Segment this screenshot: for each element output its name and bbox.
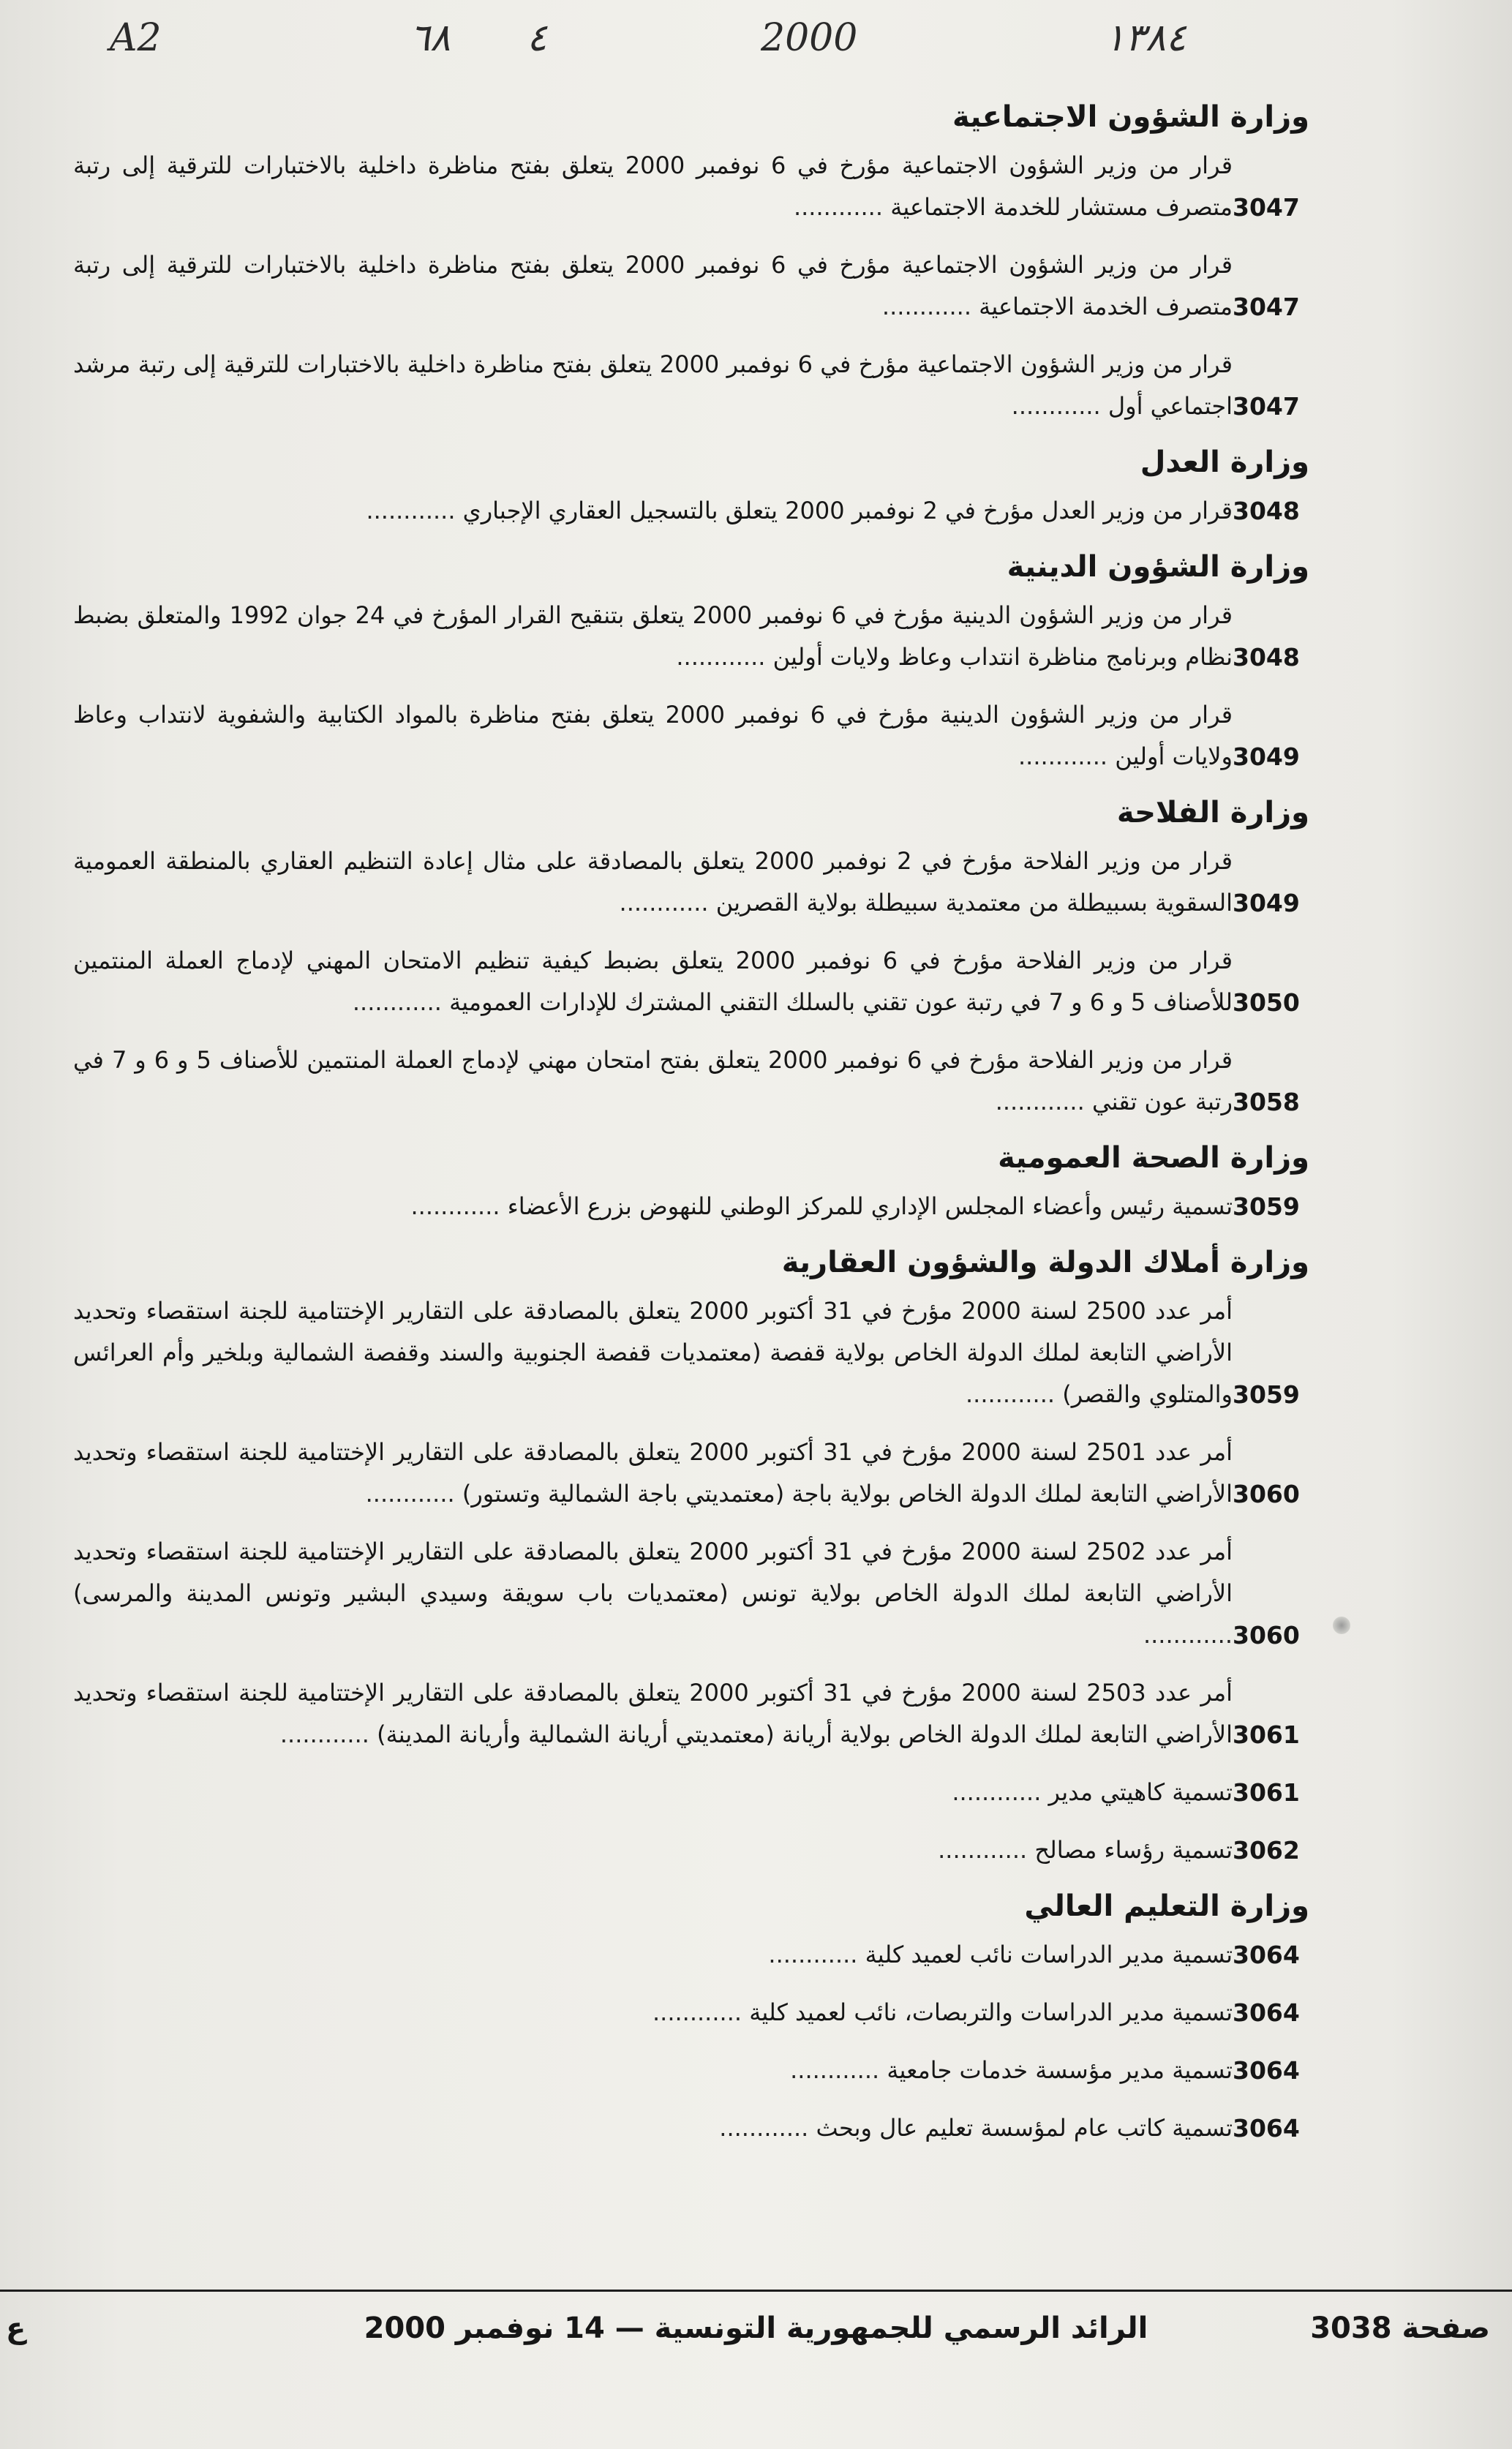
entry-page-number: 3064 bbox=[1233, 2056, 1300, 2085]
entry-page-number: 3049 bbox=[1233, 742, 1300, 771]
entry-text bbox=[73, 2107, 1233, 2149]
entry-page-number: 3061 bbox=[1233, 1778, 1300, 1807]
entry-text bbox=[73, 2050, 1233, 2091]
ministry-heading: وزارة التعليم العالي bbox=[1024, 1889, 1309, 1923]
punch-hole bbox=[1333, 1617, 1350, 1634]
dot-leader: ............ bbox=[619, 889, 716, 917]
entry-text bbox=[73, 145, 1233, 228]
ministry-heading: وزارة العدل bbox=[1140, 445, 1309, 479]
toc-entry bbox=[73, 1772, 1309, 1813]
dot-leader: ............ bbox=[676, 643, 773, 671]
dot-leader: ............ bbox=[966, 1380, 1063, 1408]
dot-leader: ............ bbox=[768, 1941, 865, 1968]
entry-text bbox=[73, 1992, 1233, 2034]
dot-leader: ............ bbox=[1143, 1621, 1233, 1649]
entry-title: أمر عدد 2503 لسنة 2000 مؤرخ في 31 أكتوبر 2000 يتعلق بالمصادقة على التقارير الإختتامية للجنة استقصاء وتحديد الأراضي التابعة لملك الدولة الخاص بولاية أريانة (معتمديتي أريانة الشمالية وأريانة المدينة) bbox=[73, 1679, 1233, 1748]
handwritten-note: ١٣٨٤ bbox=[1105, 16, 1186, 60]
entry-page-number: 3047 bbox=[1233, 193, 1300, 222]
toc-entry bbox=[73, 940, 1309, 1023]
entry-title: قرار من وزير الشؤون الاجتماعية مؤرخ في 6 نوفمبر 2000 يتعلق بفتح مناظرة داخلية بالاختبارات للترقية إلى رتبة متصرف الخدمة الاجتماعية bbox=[73, 251, 1233, 320]
entry-page-number: 3047 bbox=[1233, 392, 1300, 421]
dot-leader: ............ bbox=[1018, 742, 1116, 770]
entry-title: قرار من وزير الشؤون الدينية مؤرخ في 6 نوفمبر 2000 يتعلق بفتح مناظرة بالمواد الكتابية والشفوية لانتداب وعاظ ولايات أولين bbox=[73, 701, 1233, 770]
entry-title: تسمية رئيس وأعضاء المجلس الإداري للمركز الوطني للنهوض بزرع الأعضاء bbox=[507, 1192, 1233, 1220]
entry-page-number: 3048 bbox=[1233, 497, 1300, 525]
entry-page-number: 3058 bbox=[1233, 1088, 1300, 1116]
dot-leader: ............ bbox=[719, 2114, 816, 2142]
toc-entry bbox=[73, 1672, 1309, 1756]
footer-page-number: صفحة 3038 bbox=[1310, 2311, 1490, 2345]
entry-text bbox=[73, 1186, 1233, 1227]
entry-page-number: 3047 bbox=[1233, 293, 1300, 321]
dot-leader: ............ bbox=[652, 1998, 750, 2026]
dot-leader: ............ bbox=[881, 293, 979, 320]
entry-page-number: 3048 bbox=[1233, 643, 1300, 672]
dot-leader: ............ bbox=[790, 2056, 887, 2084]
entry-page-number: 3061 bbox=[1233, 1720, 1300, 1749]
toc-entry bbox=[73, 1186, 1309, 1227]
entry-page-number: 3064 bbox=[1233, 1998, 1300, 2027]
dot-leader: ............ bbox=[995, 1088, 1092, 1116]
entry-title: تسمية مدير الدراسات والتربصات، نائب لعميد كلية bbox=[749, 1998, 1233, 2026]
toc-entry bbox=[73, 595, 1309, 678]
entry-text bbox=[73, 694, 1233, 778]
toc-entry bbox=[73, 1992, 1309, 2034]
entry-title: تسمية مدير الدراسات نائب لعميد كلية bbox=[865, 1941, 1233, 1968]
toc-entry bbox=[73, 1290, 1309, 1415]
dot-leader: ............ bbox=[365, 1480, 462, 1508]
dot-leader: ............ bbox=[279, 1720, 377, 1748]
entry-text bbox=[73, 1672, 1233, 1756]
entry-title: أمر عدد 2500 لسنة 2000 مؤرخ في 31 أكتوبر 2000 يتعلق بالمصادقة على التقارير الإختتامية للجنة استقصاء وتحديد الأراضي التابعة لملك الدولة الخاص بولاية قفصة (معتمديات قفصة الجنوبية والسند وقفصة الشمالية وبلخير وأم العرائس والمتلوي والقصر) bbox=[73, 1297, 1233, 1408]
entry-title: تسمية كاتب عام لمؤسسة تعليم عال وبحث bbox=[816, 2114, 1233, 2142]
dot-leader: ............ bbox=[1011, 392, 1108, 420]
entry-page-number: 3050 bbox=[1233, 988, 1300, 1017]
toc-entry bbox=[73, 694, 1309, 778]
handwritten-note: ٦٨ bbox=[410, 16, 451, 60]
entry-title: أمر عدد 2501 لسنة 2000 مؤرخ في 31 أكتوبر 2000 يتعلق بالمصادقة على التقارير الإختتامية للجنة استقصاء وتحديد الأراضي التابعة لملك الدولة الخاص بولاية باجة (معتمديتي باجة الشمالية وتستور) bbox=[73, 1438, 1233, 1508]
footer-journal-title: الرائد الرسمي للجمهورية التونسية — 14 نوفمبر 2000 bbox=[364, 2311, 1148, 2345]
entry-text bbox=[73, 244, 1233, 328]
entry-text bbox=[73, 490, 1233, 532]
entry-page-number: 3064 bbox=[1233, 1941, 1300, 1969]
handwritten-annotations bbox=[0, 16, 1512, 75]
toc-entry bbox=[73, 344, 1309, 427]
entry-text bbox=[73, 840, 1233, 924]
entry-page-number: 3060 bbox=[1233, 1621, 1300, 1649]
toc-entry bbox=[73, 145, 1309, 228]
entry-title: قرار من وزير الفلاحة مؤرخ في 6 نوفمبر 2000 يتعلق بفتح امتحان مهني لإدماج العملة المنتمين للأصناف 5 و 6 و 7 في رتبة عون تقني bbox=[73, 1046, 1233, 1116]
entry-title: تسمية كاهيتي مدير bbox=[1048, 1778, 1233, 1806]
entry-page-number: 3059 bbox=[1233, 1192, 1300, 1221]
entry-title: قرار من وزير الفلاحة مؤرخ في 2 نوفمبر 2000 يتعلق بالمصادقة على مثال إعادة التنظيم العقاري بالمنطقة العمومية السقوية بسبيطلة من معتمدية سبيطلة بولاية القصرين bbox=[73, 847, 1233, 917]
toc-entry bbox=[73, 2107, 1309, 2149]
entry-text bbox=[73, 344, 1233, 427]
toc-entry bbox=[73, 1829, 1309, 1871]
dot-leader: ............ bbox=[366, 497, 463, 524]
toc-entry bbox=[73, 490, 1309, 532]
table-of-contents bbox=[73, 94, 1309, 2165]
entry-text bbox=[73, 940, 1233, 1023]
entry-text bbox=[73, 1432, 1233, 1515]
dot-leader: ............ bbox=[793, 193, 891, 221]
entry-text bbox=[73, 1829, 1233, 1871]
entry-title: قرار من وزير الشؤون الاجتماعية مؤرخ في 6 نوفمبر 2000 يتعلق بفتح مناظرة داخلية بالاختبارات للترقية إلى رتبة مرشد اجتماعي أول bbox=[73, 350, 1233, 420]
entry-title: قرار من وزير العدل مؤرخ في 2 نوفمبر 2000 يتعلق بالتسجيل العقاري الإجباري bbox=[462, 497, 1233, 524]
entry-page-number: 3049 bbox=[1233, 889, 1300, 917]
entry-title: أمر عدد 2502 لسنة 2000 مؤرخ في 31 أكتوبر 2000 يتعلق بالمصادقة على التقارير الإختتامية للجنة استقصاء وتحديد الأراضي التابعة لملك الدولة الخاص بولاية تونس (معتمديات باب سويقة وسيدي البشير وتونس المدينة والمرسى) bbox=[73, 1538, 1233, 1607]
toc-entry bbox=[73, 1039, 1309, 1123]
entry-text bbox=[73, 1772, 1233, 1813]
dot-leader: ............ bbox=[352, 988, 450, 1016]
entry-title: قرار من وزير الشؤون الدينية مؤرخ في 6 نوفمبر 2000 يتعلق بتنقيح القرار المؤرخ في 24 جوان 1992 والمتعلق بضبط نظام وبرنامج مناظرة انتداب وعاظ ولايات أولين bbox=[73, 601, 1233, 671]
entry-text bbox=[73, 595, 1233, 678]
dot-leader: ............ bbox=[410, 1192, 508, 1220]
toc-entry bbox=[73, 1432, 1309, 1515]
entry-page-number: 3062 bbox=[1233, 1836, 1300, 1865]
handwritten-note: ٤ bbox=[527, 16, 547, 60]
ministry-heading: وزارة أملاك الدولة والشؤون العقارية bbox=[781, 1246, 1309, 1279]
ministry-heading: وزارة الصحة العمومية bbox=[998, 1141, 1309, 1175]
entry-title: تسمية مدير مؤسسة خدمات جامعية bbox=[887, 2056, 1233, 2084]
toc-entry bbox=[73, 1531, 1309, 1656]
dot-leader: ............ bbox=[938, 1836, 1035, 1864]
entry-title: قرار من وزير الفلاحة مؤرخ في 6 نوفمبر 2000 يتعلق بضبط كيفية تنظيم الامتحان المهني لإدماج العملة المنتمين للأصناف 5 و 6 و 7 في رتبة عون تقني بالسلك التقني المشترك للإدارات العمومية bbox=[73, 947, 1233, 1016]
entry-text bbox=[73, 1039, 1233, 1123]
toc-entry bbox=[73, 840, 1309, 924]
ministry-heading: وزارة الفلاحة bbox=[1116, 796, 1309, 830]
ministry-heading: وزارة الشؤون الاجتماعية bbox=[952, 100, 1309, 134]
footer-edge-mark: ع bbox=[6, 2311, 26, 2345]
toc-entry bbox=[73, 2050, 1309, 2091]
ministry-heading: وزارة الشؤون الدينية bbox=[1007, 550, 1309, 584]
footer-divider bbox=[0, 2290, 1512, 2292]
entry-text bbox=[73, 1531, 1233, 1656]
handwritten-note: 2000 bbox=[761, 16, 858, 60]
entry-title: قرار من وزير الشؤون الاجتماعية مؤرخ في 6 نوفمبر 2000 يتعلق بفتح مناظرة داخلية بالاختبارات للترقية إلى رتبة متصرف مستشار للخدمة الاجتماعية bbox=[73, 151, 1233, 221]
entry-text bbox=[73, 1934, 1233, 1976]
handwritten-note: A2 bbox=[110, 16, 162, 60]
entry-page-number: 3059 bbox=[1233, 1380, 1300, 1409]
toc-entry bbox=[73, 244, 1309, 328]
dot-leader: ............ bbox=[952, 1778, 1049, 1806]
entry-text bbox=[73, 1290, 1233, 1415]
entry-title: تسمية رؤساء مصالح bbox=[1034, 1836, 1233, 1864]
entry-page-number: 3064 bbox=[1233, 2114, 1300, 2143]
toc-entry bbox=[73, 1934, 1309, 1976]
entry-page-number: 3060 bbox=[1233, 1480, 1300, 1508]
